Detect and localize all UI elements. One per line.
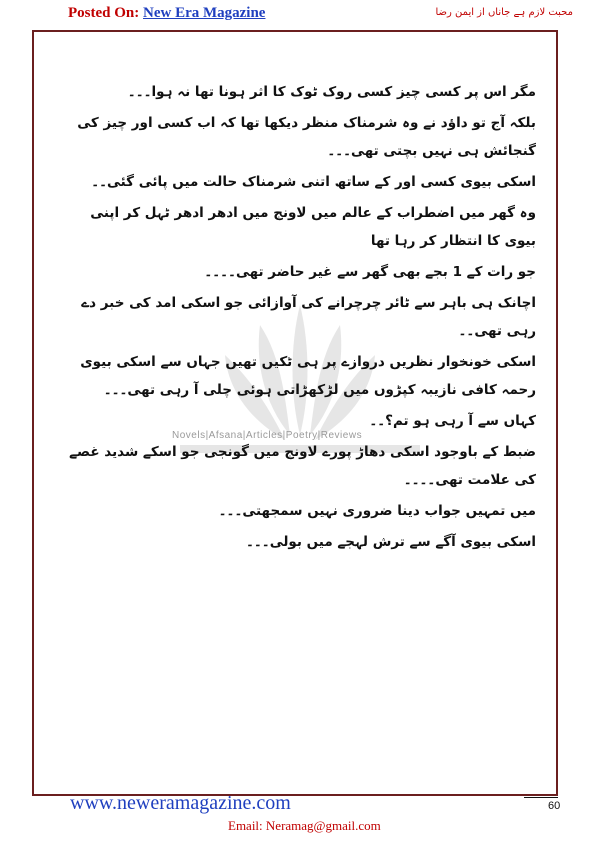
posted-prefix: Posted On: [68, 5, 140, 21]
paragraph-11: اسکی بیوی آگے سے ترش لہجے میں بولی۔۔۔ [245, 534, 536, 550]
magazine-link[interactable]: New Era Magazine [143, 5, 266, 21]
paragraph-4: وہ گھر میں اضطراب کے عالم میں لاونج میں ادھر ادھر ٹہل کر اپنی بیوی کا انتظار کر رہا تھا [90, 205, 536, 249]
posted-on-label [68, 5, 265, 22]
novel-title: محبت لازم ہے جاناں از ایمن رضا [435, 7, 573, 18]
paragraph-7: اسکی خونخوار نظریں دروازے پر ہی ٹکیں تھیں جہاں سے اسکی بیوی رحمہ کافی نازیبہ کپڑوں میں لڑکھڑاتی ہوئی چلی آ رہی تھی۔۔۔ [80, 354, 536, 398]
page-header [0, 0, 595, 28]
paragraph-5: جو رات کے 1 بجے بھی گھر سے غیر حاضر تھی۔۔۔۔ [204, 264, 536, 280]
paragraph-1: مگر اس پر کسی چیز کسی روک ٹوک کا اثر ہونا تھا نہ ہوا۔۔۔ [127, 84, 536, 100]
paragraph-2: بلکہ آج تو داؤد نے وہ شرمناک منظر دیکھا تھا کہ اب کسی اور چیز کی گنجائش ہی نہیں بچتی تھی۔۔۔ [77, 115, 536, 159]
paragraph-10: میں تمہیں جواب دینا ضروری نہیں سمجھتی۔۔۔ [218, 503, 536, 519]
story-body [58, 78, 536, 559]
email-contact[interactable]: Email: Neramag@gmail.com [228, 818, 381, 833]
page-number: 60 [548, 800, 561, 812]
website-link[interactable]: www.neweramagazine.com [70, 792, 291, 814]
page-number-rule [524, 797, 558, 798]
watermark-text: Novels|Afsana|Articles|Poetry|Reviews [172, 430, 363, 441]
paragraph-6: اچانک ہی باہر سے ٹائر چرچرانے کی آوازائی جو اسکی امد کی خبر دے رہی تھی۔۔ [81, 295, 536, 339]
paragraph-9: ضبط کے باوجود اسکی دھاڑ پورے لاونج میں گونجی جو اسکے شدید غصے کی علامت تھی۔۔۔۔ [69, 444, 536, 488]
paragraph-3: اسکی بیوی کسی اور کے ساتھ اتنی شرمناک حالت میں پائی گئی۔۔ [91, 174, 536, 190]
paragraph-8: کہاں سے آ رہی ہو تم؟۔۔ [369, 413, 536, 429]
